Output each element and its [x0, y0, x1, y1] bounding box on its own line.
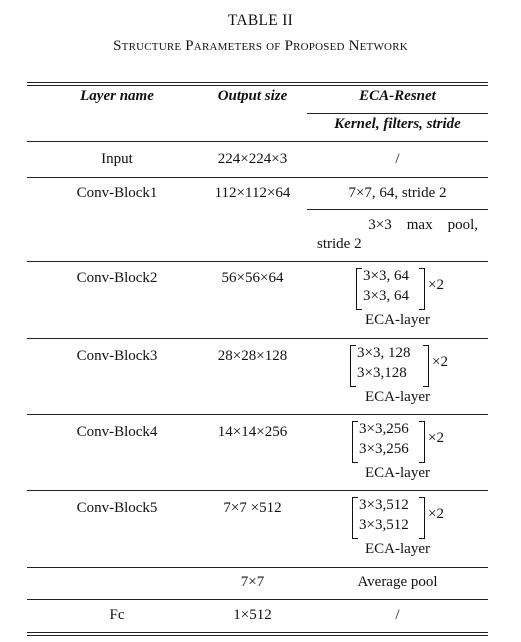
top-rule [27, 82, 488, 83]
left-bracket [356, 268, 362, 310]
right-bracket [419, 497, 425, 539]
row-conv4-output: 14×14×256 [217, 424, 288, 440]
row-conv5-output: 7×7 ×512 [223, 500, 282, 516]
matrix-line: 3×3,128 [357, 365, 407, 381]
row-conv2-layer: Conv-Block2 [76, 270, 158, 286]
left-bracket [352, 421, 358, 463]
matrix-line: 3×3,512 [359, 517, 409, 533]
row-conv1-inner-rule [307, 209, 488, 210]
matrix-line: 3×3,512 [359, 497, 409, 513]
row-rule [27, 414, 488, 415]
row-rule [27, 599, 488, 600]
row-conv5-layer: Conv-Block5 [76, 500, 158, 516]
left-bracket [350, 345, 356, 387]
row-conv3-eca: ECA-layer [365, 389, 430, 405]
row-rule [27, 490, 488, 491]
row-conv1-spec2: 3×3 max pool, [368, 217, 478, 233]
top-rule-2 [27, 85, 488, 86]
header-output-size: Output size [217, 88, 288, 104]
row-conv4-layer: Conv-Block4 [76, 424, 158, 440]
row-rule [27, 261, 488, 262]
multiplier: ×2 [428, 430, 444, 446]
row-input-layer: Input [101, 151, 133, 167]
row-conv1-output: 112×112×64 [214, 185, 291, 201]
row-rule [27, 177, 488, 178]
row-pool-spec: Average pool [357, 574, 438, 590]
row-input-spec: / [395, 151, 400, 167]
row-conv2-output: 56×56×64 [221, 270, 284, 286]
row-conv4-eca: ECA-layer [365, 465, 430, 481]
table-number: TABLE II [227, 12, 294, 29]
row-conv3-layer: Conv-Block3 [76, 348, 158, 364]
bottom-rule [27, 632, 488, 633]
right-bracket [419, 421, 425, 463]
row-rule [27, 338, 488, 339]
row-fc-spec: / [395, 607, 400, 623]
header-eca-resnet: ECA-Resnet [359, 88, 436, 104]
matrix-line: 3×3, 64 [363, 288, 409, 304]
matrix-line: 3×3, 64 [363, 268, 409, 284]
right-bracket [423, 345, 429, 387]
header-layer-name: Layer name [80, 88, 154, 104]
row-conv1-spec: 7×7, 64, stride 2 [348, 185, 447, 201]
row-fc-layer: Fc [109, 607, 125, 623]
row-conv2-eca: ECA-layer [365, 312, 430, 328]
row-rule [27, 567, 488, 568]
matrix-line: 3×3,256 [359, 441, 409, 457]
row-conv3-matrix [307, 343, 488, 387]
row-input-output: 224×224×3 [217, 151, 288, 167]
matrix-line: 3×3,256 [359, 421, 409, 437]
row-conv2-matrix [307, 266, 488, 310]
multiplier: ×2 [428, 277, 444, 293]
row-conv1-spec3: stride 2 [317, 236, 362, 252]
table-title: Structure Parameters of Proposed Network [113, 38, 408, 54]
row-conv4-matrix [307, 419, 488, 463]
multiplier: ×2 [432, 354, 448, 370]
row-conv3-output: 28×28×128 [217, 348, 288, 364]
header-sub-rule [307, 113, 488, 114]
header-kernel: Kernel, filters, stride [334, 116, 461, 132]
bottom-rule-2 [27, 635, 488, 636]
row-conv5-eca: ECA-layer [365, 541, 430, 557]
right-bracket [419, 268, 425, 310]
row-conv5-matrix [307, 495, 488, 539]
row-pool-output: 7×7 [240, 574, 265, 590]
row-conv1-layer: Conv-Block1 [76, 185, 158, 201]
header-rule [27, 141, 488, 142]
multiplier: ×2 [428, 506, 444, 522]
row-fc-output: 1×512 [233, 607, 272, 623]
left-bracket [352, 497, 358, 539]
matrix-line: 3×3, 128 [357, 345, 411, 361]
